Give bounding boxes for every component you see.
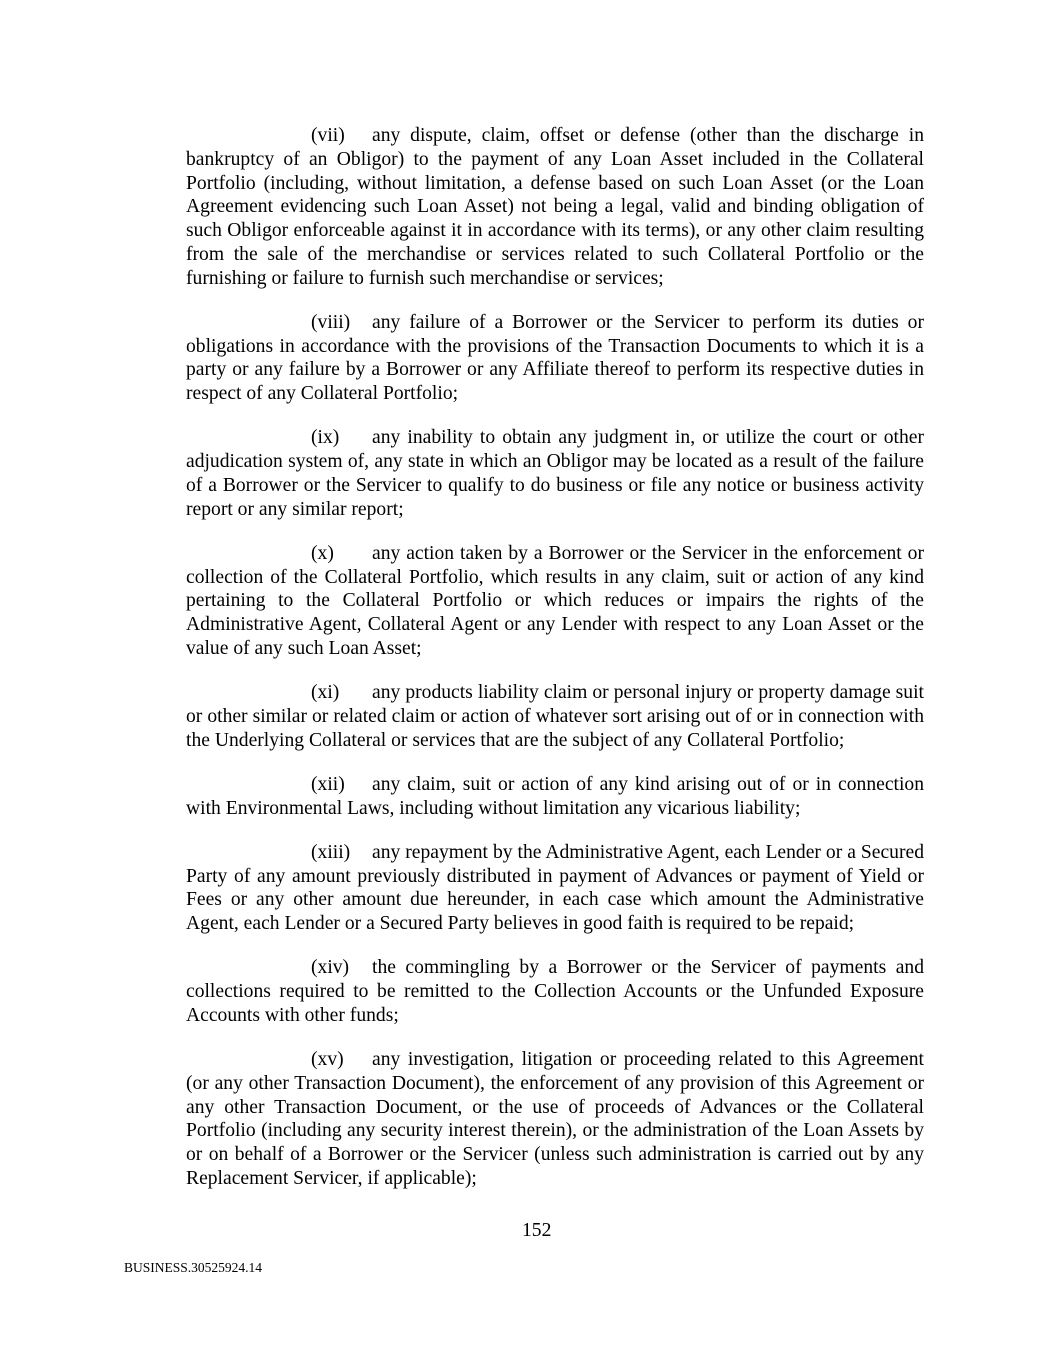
clause-xiii bbox=[186, 841, 924, 936]
clause-xi bbox=[186, 681, 924, 752]
clause-text: any failure of a Borrower or the Servicer to perform its duties or obligations in accordance with the provisions of the Transaction Documents to which it is a party or any failure by a Borrower or any Affiliate thereof to perform its respective duties in respect of any Collateral Portfolio; bbox=[186, 311, 924, 404]
clause-label: (xv) bbox=[311, 1049, 344, 1070]
page-number: 152 bbox=[522, 1220, 552, 1241]
clause-text: any inability to obtain any judgment in, or utilize the court or other adjudication system of, any state in which an Obligor may be located as a result of the failure of a Borrower or the Servicer to qualify to do business or file any notice or business activity report or any similar report; bbox=[186, 427, 924, 520]
clause-text: any claim, suit or action of any kind arising out of or in connection with Environmental Laws, including without limitation any vicarious liability; bbox=[186, 773, 924, 819]
clause-label: (x) bbox=[311, 542, 334, 564]
clause-vii bbox=[186, 124, 924, 290]
clause-text: the commingling by a Borrower or the Servicer of payments and collections required to be remitted to the Collection Accounts or the Unfunded Exposure Accounts with other funds; bbox=[186, 957, 924, 1026]
clause-label: (ix) bbox=[311, 427, 340, 449]
clause-label: (xiii) bbox=[311, 841, 351, 863]
clause-xii bbox=[186, 773, 924, 821]
clause-xv bbox=[186, 1048, 924, 1191]
clause-viii bbox=[186, 311, 924, 406]
clause-label: (viii) bbox=[311, 311, 351, 333]
clause-label: (xi) bbox=[311, 682, 340, 703]
clause-label: (xii) bbox=[311, 773, 345, 795]
clause-label: (vii) bbox=[311, 125, 345, 146]
clause-text: any investigation, litigation or proceeding related to this Agreement (or any other Transaction Document), the enforcement of any provision of this Agreement or any other Transaction Document, or the use of proceeds of Advances or the Collateral Portfolio (including any security interest therein), or the administration of the Loan Assets by or on behalf of a Borrower or the Servicer (unless such administration is carried out by any Replacement Servicer, if applicable); bbox=[186, 1049, 924, 1189]
clause-text: any action taken by a Borrower or the Servicer in the enforcement or collection of the Collateral Portfolio, which results in any claim, suit or action of any kind pertaining to the Collateral Portfolio or which reduces or impairs the rights of the Administrative Agent, Collateral Agent or any Lender with respect to any Loan Asset or the value of any such Loan Asset; bbox=[186, 542, 924, 659]
document-footer-id: BUSINESS.30525924.14 bbox=[124, 1260, 263, 1275]
clause-x bbox=[186, 542, 924, 661]
clause-text: any repayment by the Administrative Agent, each Lender or a Secured Party of any amount previously distributed in payment of Advances or payment of Yield or Fees or any other amount due hereunder, in each case which amount the Administrative Agent, each Lender or a Secured Party believes in good faith is required to be repaid; bbox=[186, 841, 924, 934]
clause-xiv bbox=[186, 956, 924, 1027]
clause-text: any products liability claim or personal injury or property damage suit or other similar or related claim or action of whatever sort arising out of or in connection with the Underlying Collateral or services that are the subject of any Collateral Portfolio; bbox=[186, 682, 924, 751]
document-body bbox=[186, 124, 924, 1211]
clause-label: (xiv) bbox=[311, 957, 350, 979]
clause-text: any dispute, claim, offset or defense (other than the discharge in bankruptcy of an Obligor) to the payment of any Loan Asset included in the Collateral Portfolio (including, without limitation, a defense based on such Loan Asset (or the Loan Agreement evidencing such Loan Asset) not being a legal, valid and binding obligation of such Obligor enforceable against it in accordance with its terms), or any other claim resulting from the sale of the merchandise or services related to such Collateral Portfolio or the furnishing or failure to furnish such merchandise or services; bbox=[186, 125, 924, 289]
clause-ix bbox=[186, 426, 924, 521]
